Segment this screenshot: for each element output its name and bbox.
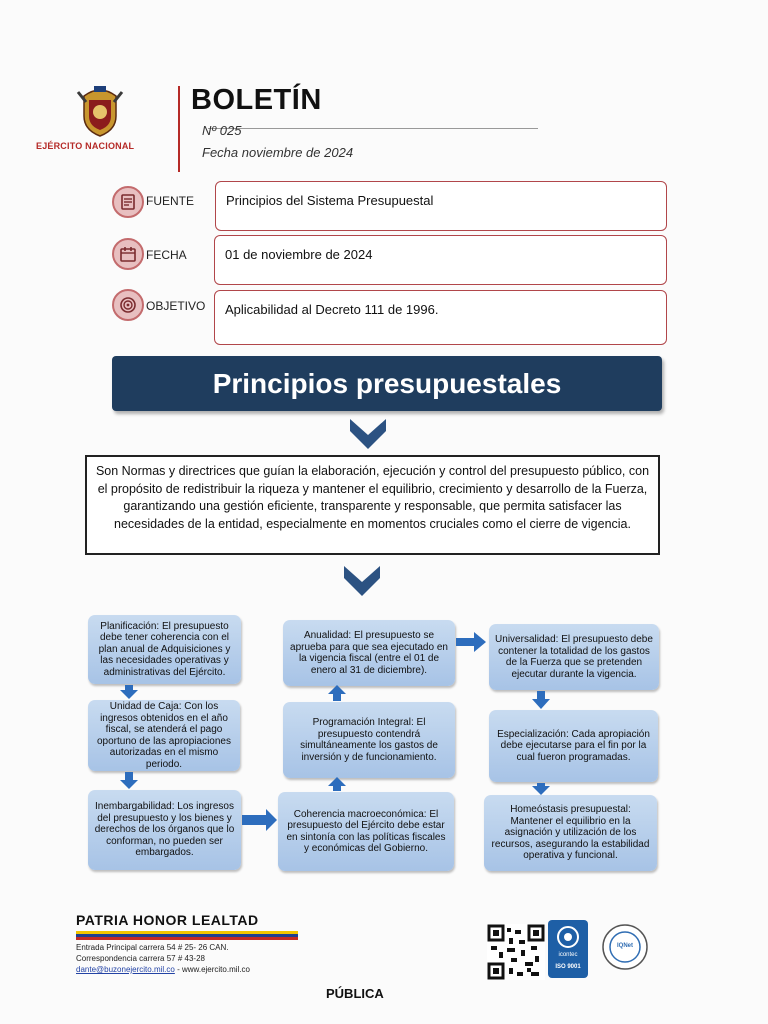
fecha-value: 01 de noviembre de 2024 [214,235,667,285]
principle-coherencia: Coherencia macroeconómica: El presupuesto del Ejército debe estar en sintonía con las políticas fiscales y económicas del Gobierno. [278,792,454,871]
flag-stripe-red [76,937,298,940]
footer-address: Entrada Principal carrera 54 # 25- 26 CAN. [76,943,229,952]
principle-programacion: Programación Integral: El presupuesto contendrá simultáneamente los gastos de inversión y de funcionamiento. [283,702,455,778]
footer-correspondence: Correspondencia carrera 57 # 43-28 [76,954,205,963]
icontec-certification-badge [548,920,588,978]
arrow-up-icon [328,777,346,791]
principle-unidad-caja: Unidad de Caja: Con los ingresos obtenidos en el año fiscal, se atenderá el pago oportuno de las apropiaciones autorizadas en el mismo periodo. [88,700,240,771]
principle-homeostasis: Homeóstasis presupuestal: Mantener el equilibrio en la asignación y utilización de los recursos, asegurando la estabilidad operativa y funcional. [484,795,657,871]
principle-universalidad: Universalidad: El presupuesto debe contener la totalidad de los gastos de la Fuerza que se pretenden ejecutar durante la vigencia. [489,624,659,690]
qr-code[interactable] [487,924,545,980]
arrow-down-icon [120,685,138,699]
page-title: BOLETÍN [191,84,322,116]
organization-name: EJÉRCITO NACIONAL [36,141,135,151]
fecha-label: FECHA [146,248,187,262]
principle-anualidad: Anualidad: El presupuesto se aprueba para que sea ejecutado en la vigencia fiscal (entre el 01 de enero al 31 de diciembre). [283,620,455,686]
bulletin-number: Nº 025 [202,123,242,138]
bulletin-date: Fecha noviembre de 2024 [202,145,354,160]
principle-planificacion: Planificación: El presupuesto debe tener coherencia con el plan anual de Adquisiciones y las necesidades operativas y administrativas del Ejército. [88,615,241,684]
iqnet-label: IQNet [616,943,633,949]
arrow-right-icon [456,632,486,652]
icontec-label: icontec [558,952,578,958]
arrow-right-icon [242,809,277,831]
arrow-down-icon [532,783,550,795]
fuente-label: FUENTE [146,194,194,208]
arrow-down-icon [532,691,550,709]
fuente-value: Principios del Sistema Presupuestal [215,181,667,231]
principle-especializacion: Especialización: Cada apropiación debe ejecutarse para el fin por la cual fueron programadas. [489,710,658,782]
footer-motto: PATRIA HONOR LEALTAD [76,912,259,928]
footer-contact [76,965,250,974]
definition-text: Son Normas y directrices que guían la elaboración, ejecución y control del presupuesto público, con el propósito de redistribuir la riqueza y mantener el equilibrio, crecimiento y desarrollo de la Fuerza, garantizando una gestión eficiente, transparente y responsable, que permita satisfacer las necesidades de la entidad, especialmente en momentos cruciales como el cierre de vigencia. [85,455,660,555]
principle-inembargabilidad: Inembargabilidad: Los ingresos del presupuesto y los bienes y derechos de los órganos que lo conforman, no pueden ser embargados. [88,790,241,870]
website-text: - www.ejercito.mil.co [174,965,250,974]
email-link[interactable]: dante@buzonejercito.mil.co [76,965,175,974]
objetivo-value: Aplicabilidad al Decreto 111 de 1996. [214,290,667,345]
iso-label: ISO 9001 [555,964,581,970]
classification-label: PÚBLICA [326,986,384,1001]
arrow-up-icon [328,685,346,701]
section-banner: Principios presupuestales [112,356,662,411]
arrow-down-icon [120,772,138,789]
objetivo-label: OBJETIVO [146,299,206,313]
